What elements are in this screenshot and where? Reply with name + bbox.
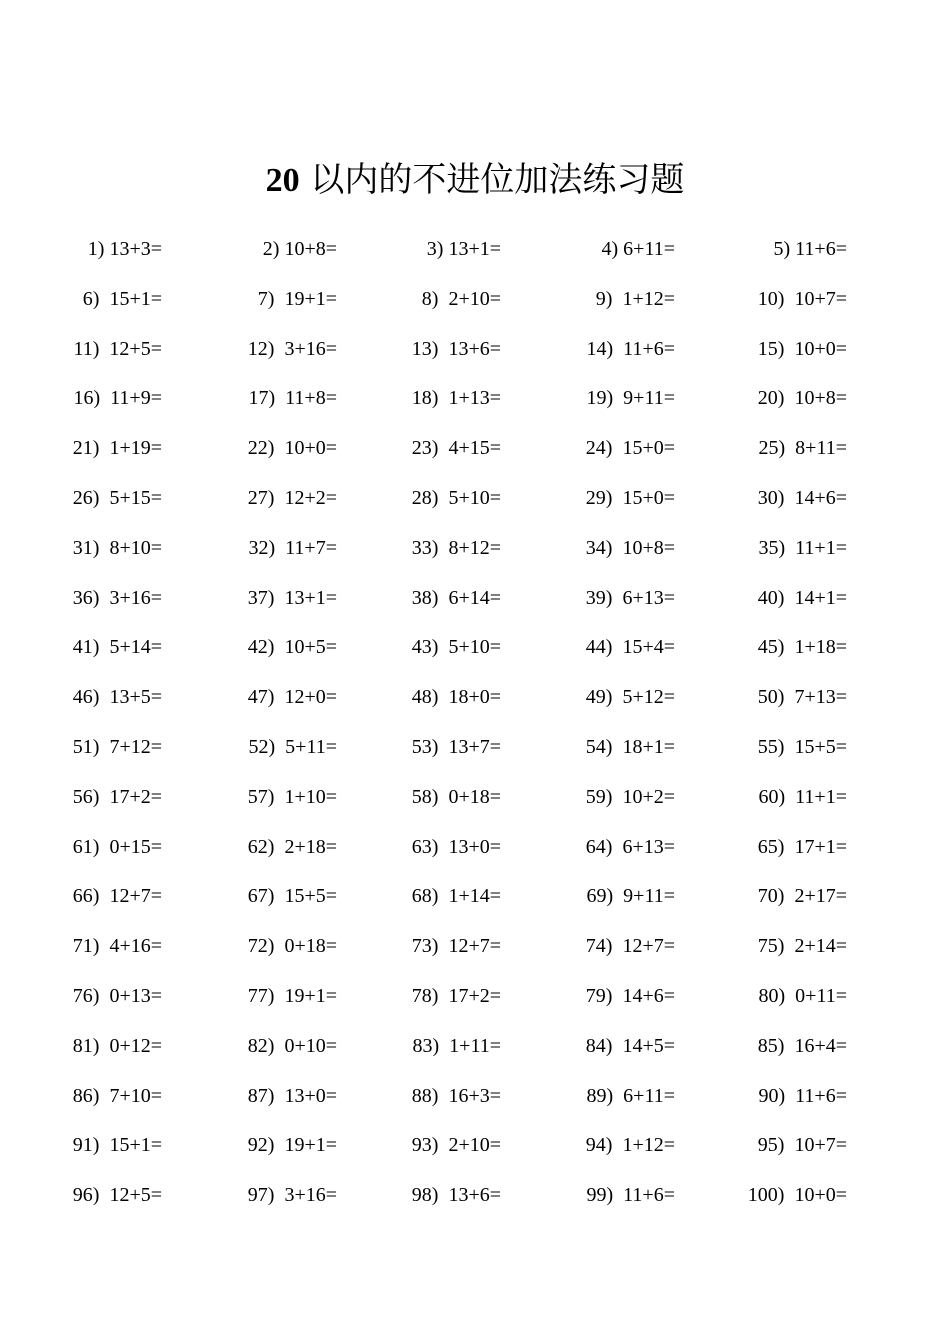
problem-item: 57) 1+10= xyxy=(247,785,337,808)
problem-item: 24) 15+0= xyxy=(585,437,675,460)
problem-item: 16) 11+9= xyxy=(73,387,162,410)
problem-item: 100) 10+0= xyxy=(747,1184,847,1207)
problem-item: 30) 14+6= xyxy=(757,487,847,509)
problem-item: 82) 0+10= xyxy=(247,1034,337,1057)
problem-item: 81) 0+12= xyxy=(72,1034,162,1057)
problem-item: 76) 0+13= xyxy=(72,985,162,1007)
problem-item: 39) 6+13= xyxy=(585,586,675,609)
problem-item: 54) 18+1= xyxy=(585,736,675,758)
problem-item: 5) 11+6= xyxy=(773,238,847,260)
problem-item: 79) 14+6= xyxy=(585,985,675,1007)
problem-item: 77) 19+1= xyxy=(247,985,337,1007)
problem-item: 61) 0+15= xyxy=(72,835,162,858)
problem-item: 65) 17+1= xyxy=(757,835,847,858)
problem-item: 75) 2+14= xyxy=(757,935,847,958)
problem-item: 74) 12+7= xyxy=(585,935,675,958)
problem-item: 64) 6+13= xyxy=(585,835,675,858)
problem-item: 93) 2+10= xyxy=(411,1134,501,1157)
problem-item: 4) 6+11= xyxy=(601,238,675,260)
problem-item: 70) 2+17= xyxy=(757,885,847,908)
problem-item: 56) 17+2= xyxy=(72,785,162,808)
problem-item: 97) 3+16= xyxy=(247,1184,337,1207)
problem-item: 80) 0+11= xyxy=(758,985,847,1007)
problem-item: 31) 8+10= xyxy=(72,536,162,559)
problem-item: 48) 18+0= xyxy=(411,686,501,709)
problem-item: 84) 14+5= xyxy=(585,1034,675,1057)
problem-item: 14) 11+6= xyxy=(586,337,675,360)
problem-item: 27) 12+2= xyxy=(247,487,337,509)
problem-item: 78) 17+2= xyxy=(411,985,501,1007)
problem-item: 73) 12+7= xyxy=(411,935,501,958)
title-number: 20 xyxy=(265,161,300,199)
problem-item: 71) 4+16= xyxy=(72,935,162,958)
problem-item: 15) 10+0= xyxy=(757,337,847,360)
problem-item: 36) 3+16= xyxy=(72,586,162,609)
problem-item: 69) 9+11= xyxy=(586,885,675,908)
problem-item: 50) 7+13= xyxy=(757,686,847,709)
problem-item: 29) 15+0= xyxy=(585,487,675,509)
problem-item: 9) 1+12= xyxy=(595,287,675,310)
problem-item: 83) 1+11= xyxy=(412,1034,501,1057)
problem-item: 41) 5+14= xyxy=(72,636,162,659)
problem-item: 96) 12+5= xyxy=(72,1184,162,1207)
problem-item: 49) 5+12= xyxy=(585,686,675,709)
problem-item: 6) 15+1= xyxy=(82,287,162,310)
problem-item: 21) 1+19= xyxy=(72,437,162,460)
problem-item: 37) 13+1= xyxy=(247,586,337,609)
problem-item: 17) 11+8= xyxy=(248,387,337,410)
problem-item: 35) 11+1= xyxy=(758,536,847,559)
problem-item: 7) 19+1= xyxy=(257,287,337,310)
problem-item: 18) 1+13= xyxy=(411,387,501,410)
problem-item: 90) 11+6= xyxy=(758,1084,847,1107)
page-title xyxy=(0,156,950,205)
problem-item: 47) 12+0= xyxy=(247,686,337,709)
problem-item: 51) 7+12= xyxy=(72,736,162,758)
problem-item: 40) 14+1= xyxy=(757,586,847,609)
problem-item: 19) 9+11= xyxy=(586,387,675,410)
problem-item: 22) 10+0= xyxy=(247,437,337,460)
problem-item: 99) 11+6= xyxy=(586,1184,675,1207)
problem-item: 28) 5+10= xyxy=(411,487,501,509)
problem-item: 98) 13+6= xyxy=(411,1184,501,1207)
problem-item: 42) 10+5= xyxy=(247,636,337,659)
problem-item: 94) 1+12= xyxy=(585,1134,675,1157)
problem-item: 38) 6+14= xyxy=(411,586,501,609)
problem-item: 92) 19+1= xyxy=(247,1134,337,1157)
problem-item: 89) 6+11= xyxy=(586,1084,675,1107)
problem-item: 86) 7+10= xyxy=(72,1084,162,1107)
problem-item: 91) 15+1= xyxy=(72,1134,162,1157)
problem-item: 63) 13+0= xyxy=(411,835,501,858)
problem-item: 88) 16+3= xyxy=(411,1084,501,1107)
problem-item: 12) 3+16= xyxy=(247,337,337,360)
problem-item: 59) 10+2= xyxy=(585,785,675,808)
problem-item: 45) 1+18= xyxy=(757,636,847,659)
problem-item: 62) 2+18= xyxy=(247,835,337,858)
problem-item: 34) 10+8= xyxy=(585,536,675,559)
problem-item: 44) 15+4= xyxy=(585,636,675,659)
problem-item: 68) 1+14= xyxy=(411,885,501,908)
problem-item: 23) 4+15= xyxy=(411,437,501,460)
problem-item: 20) 10+8= xyxy=(757,387,847,410)
problem-item: 46) 13+5= xyxy=(72,686,162,709)
problem-item: 87) 13+0= xyxy=(247,1084,337,1107)
problem-item: 1) 13+3= xyxy=(87,238,162,260)
problem-item: 3) 13+1= xyxy=(426,238,501,260)
title-text: 以内的不进位加法练习题 xyxy=(299,159,685,200)
problem-item: 52) 5+11= xyxy=(248,736,337,758)
problem-item: 67) 15+5= xyxy=(247,885,337,908)
problem-item: 33) 8+12= xyxy=(411,536,501,559)
problem-item: 32) 11+7= xyxy=(248,536,337,559)
problem-item: 25) 8+11= xyxy=(758,437,847,460)
problem-item: 85) 16+4= xyxy=(757,1034,847,1057)
problem-item: 43) 5+10= xyxy=(411,636,501,659)
problem-item: 11) 12+5= xyxy=(73,337,162,360)
problem-item: 55) 15+5= xyxy=(757,736,847,758)
problem-item: 8) 2+10= xyxy=(421,287,501,310)
problem-item: 2) 10+8= xyxy=(262,238,337,260)
problem-item: 58) 0+18= xyxy=(411,785,501,808)
problem-item: 66) 12+7= xyxy=(72,885,162,908)
problem-item: 60) 11+1= xyxy=(758,785,847,808)
problem-item: 10) 10+7= xyxy=(757,287,847,310)
problem-item: 95) 10+7= xyxy=(757,1134,847,1157)
problem-item: 26) 5+15= xyxy=(72,487,162,509)
problem-item: 13) 13+6= xyxy=(411,337,501,360)
problem-item: 72) 0+18= xyxy=(247,935,337,958)
problem-item: 53) 13+7= xyxy=(411,736,501,758)
